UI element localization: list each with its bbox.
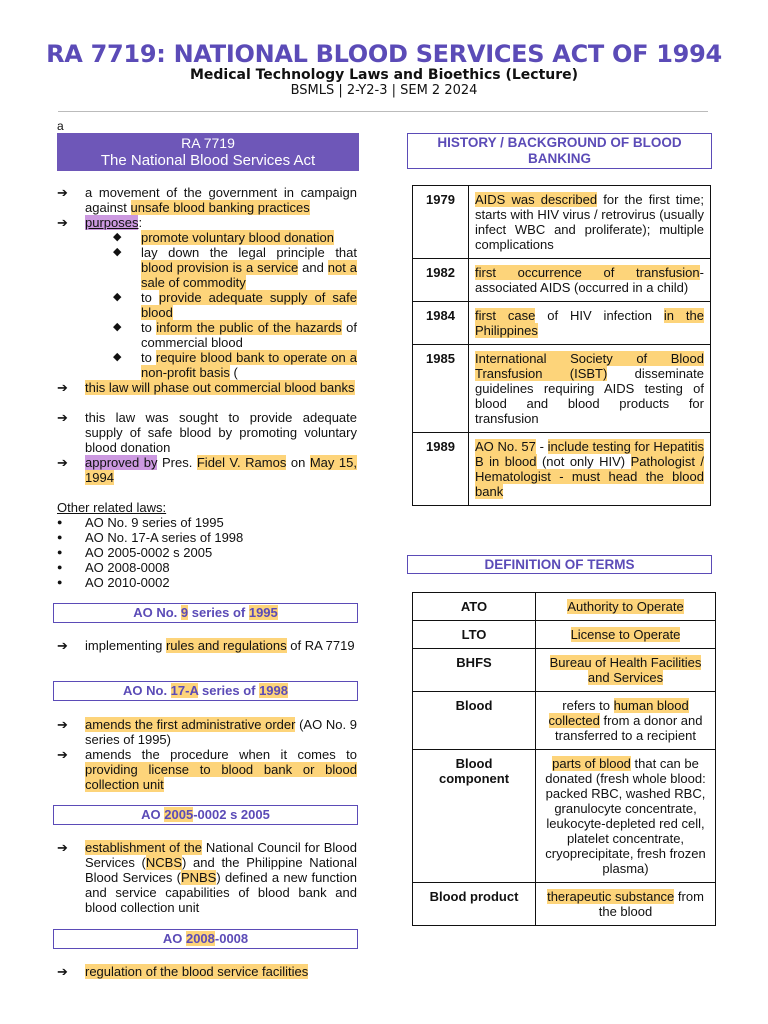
highlight: 1995: [248, 605, 278, 620]
list-item-text: AO 2005-0002 s 2005: [85, 545, 213, 560]
highlight: promote voluntary blood donation: [141, 230, 334, 245]
description-text: disseminate guidelines requiring AIDS testing of blood and blood products for transfusion: [475, 366, 704, 426]
bullet-icon: ●: [57, 547, 63, 557]
heading-text: AO: [141, 807, 165, 822]
banner-line-1: RA 7719: [181, 135, 235, 151]
highlight: 2008: [185, 931, 215, 946]
arrow-icon: ➔: [57, 840, 68, 855]
history-description: [469, 186, 711, 259]
arrow-icon: ➔: [57, 747, 68, 762]
definition-meaning: [536, 649, 716, 692]
definition-term: BHFS: [413, 649, 536, 692]
description-text: -: [535, 439, 548, 454]
list-item: [57, 840, 357, 915]
history-table: [412, 185, 711, 506]
heading-text: -0002 s 2005: [193, 807, 270, 822]
highlight: amends the first administrative order: [85, 717, 296, 732]
highlight: first case: [475, 308, 536, 323]
highlight: purposes: [85, 215, 139, 230]
sub-item: [113, 290, 357, 320]
arrow-icon: ➔: [57, 185, 68, 200]
arrow-icon: ➔: [57, 717, 68, 732]
description-text: for the first time; starts with HIV virus / retrovirus (usually infect WBC and proliferate); multiple complications: [475, 192, 704, 252]
highlight: first occurrence of transfusion: [475, 265, 700, 280]
list-item: [57, 215, 357, 230]
list-item: [57, 638, 357, 653]
highlight: 9: [180, 605, 189, 620]
highlight: rules and regulations: [165, 638, 287, 653]
arrow-icon: ➔: [57, 215, 68, 230]
sub-item: [113, 245, 357, 290]
list-item: [57, 560, 357, 575]
table-row: [413, 345, 711, 433]
ao9-heading: [53, 603, 358, 623]
highlight: blood provision is a service: [141, 260, 299, 275]
arrow-icon: ➔: [57, 638, 68, 653]
highlight: 17-A: [170, 683, 199, 698]
history-description: [469, 302, 711, 345]
history-description: [469, 433, 711, 506]
bullet-icon: ●: [57, 577, 63, 587]
heading-text: AO No.: [133, 605, 181, 620]
highlight: parts of blood: [552, 756, 631, 771]
item-text: :: [138, 215, 143, 230]
definition-meaning: [536, 593, 716, 621]
header-divider: [58, 111, 708, 112]
definition-term: Blood product: [413, 883, 536, 926]
history-year: 1989: [413, 433, 469, 506]
highlight: include testing for Hepatitis B in blood: [475, 439, 704, 469]
list-item-text: AO 2008-0008: [85, 560, 170, 575]
highlight: AIDS was described: [475, 192, 598, 207]
table-row: [413, 621, 716, 649]
page-title: RA 7719: NATIONAL BLOOD SERVICES ACT OF 1994: [46, 40, 722, 68]
list-item: [57, 545, 357, 560]
definition-text: that can be donated (fresh whole blood: packed RBC, washed RBC, granulocyte concentrate, leukocyte-depleted red cell, platelet concentrate, cryoprecipitate, fresh frozen plasma): [545, 756, 706, 876]
definition-term: Blood component: [413, 750, 536, 883]
heading-text: series of: [188, 605, 249, 620]
ra7719-banner: [57, 133, 359, 171]
heading-text: HISTORY / BACKGROUND OF BLOOD BANKING: [437, 135, 682, 166]
history-year: 1984: [413, 302, 469, 345]
highlight: AO No. 57: [475, 439, 536, 454]
list-item: [57, 530, 357, 545]
item-text: to: [141, 350, 156, 365]
list-item: [57, 380, 357, 395]
highlight: unsafe blood banking practices: [130, 200, 310, 215]
highlight: human blood collected: [548, 698, 689, 728]
highlight: require blood bank to operate on a non-profit basis: [141, 350, 357, 380]
highlight: Bureau of Health Facilities and Services: [549, 655, 702, 685]
history-description: [469, 345, 711, 433]
definition-text: from the blood: [598, 889, 704, 919]
highlight: establishment of the: [85, 840, 202, 855]
definition-meaning: [536, 621, 716, 649]
item-text: and: [298, 260, 328, 275]
highlight: providing license to blood bank or blood collection unit: [85, 762, 357, 792]
table-row: [413, 302, 711, 345]
list-item-text: AO No. 9 series of 1995: [85, 515, 224, 530]
item-text: a movement of the government in campaign against: [85, 185, 357, 215]
definition-term: LTO: [413, 621, 536, 649]
history-description: [469, 259, 711, 302]
diamond-bullet-icon: ◆: [113, 246, 122, 258]
item-text: implementing: [85, 638, 166, 653]
definition-text: from a donor and transferred to a recipient: [555, 713, 703, 743]
list-item: [57, 185, 357, 215]
highlight: inform the public of the hazards: [156, 320, 342, 335]
arrow-icon: ➔: [57, 380, 68, 395]
definition-meaning: [536, 750, 716, 883]
highlight: NCBS: [145, 855, 183, 870]
diamond-bullet-icon: ◆: [113, 321, 122, 333]
list-item: [57, 717, 357, 747]
sub-item: [113, 320, 357, 350]
history-year: 1982: [413, 259, 469, 302]
list-item: [57, 515, 357, 530]
list-item-text: AO 2010-0002: [85, 575, 170, 590]
highlight: 1998: [259, 683, 288, 698]
sub-item: [113, 350, 357, 380]
highlight: Pathologist / Hematologist - must head the blood bank: [475, 454, 704, 499]
history-year: 1985: [413, 345, 469, 433]
highlight: provide adequate supply of safe blood: [141, 290, 357, 320]
list-item: [57, 575, 357, 590]
definition-term: Blood: [413, 692, 536, 750]
highlight: International Society of Blood Transfusion (ISBT): [475, 351, 704, 381]
stray-text: a: [57, 119, 64, 133]
ao2008-heading: [53, 929, 358, 949]
highlight: not a sale of commodity: [141, 260, 357, 290]
bullet-icon: ●: [57, 532, 63, 542]
item-text: of RA 7719: [286, 638, 355, 653]
definition-meaning: [536, 883, 716, 926]
list-item-text: AO No. 17-A series of 1998: [85, 530, 244, 545]
diamond-bullet-icon: ◆: [113, 291, 122, 303]
list-item: [57, 410, 357, 455]
heading-text: DEFINITION OF TERMS: [484, 557, 635, 572]
highlight: therapeutic substance: [547, 889, 675, 904]
other-laws-list: [57, 515, 357, 590]
table-row: [413, 433, 711, 506]
table-row: [413, 649, 716, 692]
page-subtitle: Medical Technology Laws and Bioethics (Lecture): [189, 67, 579, 83]
heading-text: -0008: [214, 931, 249, 946]
description-text: -associated AIDS (occurred in a child): [475, 265, 704, 295]
list-item: [57, 964, 357, 979]
arrow-icon: ➔: [57, 410, 68, 425]
highlight: Fidel V. Ramos: [196, 455, 287, 470]
highlight: Authority to Operate: [567, 599, 684, 614]
highlight: May 15, 1994: [85, 455, 357, 485]
description-text: (not only HIV): [536, 454, 631, 469]
ao17a-list: [57, 717, 357, 797]
item-text: to: [141, 290, 159, 305]
item-text: amends the procedure when it comes to: [85, 747, 357, 762]
definition-text: refers to: [562, 698, 614, 713]
definition-term: ATO: [413, 593, 536, 621]
item-text: lay down the legal principle that: [141, 245, 357, 260]
table-row: [413, 186, 711, 259]
highlight: in the Philippines: [475, 308, 704, 338]
highlight: 2005: [164, 807, 194, 822]
diamond-bullet-icon: ◆: [113, 231, 122, 243]
item-text: ) defined a new function and service capabilities of blood bank and blood collection unit: [85, 870, 357, 915]
definitions-heading: [407, 555, 712, 574]
heading-text: AO No.: [123, 683, 171, 698]
highlight: License to Operate: [570, 627, 681, 642]
description-text: of HIV infection: [535, 308, 664, 323]
arrow-icon: ➔: [57, 964, 68, 979]
item-text: ) and the Philippine National Blood Services (: [85, 855, 357, 885]
other-laws: [57, 500, 357, 590]
item-text: National Council for Blood Services (: [85, 840, 357, 870]
ra7719-list: [57, 185, 357, 515]
bullet-icon: ●: [57, 517, 63, 527]
table-row: [413, 593, 716, 621]
table-row: [413, 259, 711, 302]
item-text: of commercial blood: [141, 320, 357, 350]
highlight: PNBS: [180, 870, 217, 885]
table-row: [413, 692, 716, 750]
highlight: regulation of the blood service facilities: [85, 964, 309, 979]
definitions-table: [412, 592, 716, 926]
course-meta: BSMLS | 2-Y2-3 | SEM 2 2024: [290, 83, 478, 98]
table-row: [413, 883, 716, 926]
table-row: [413, 750, 716, 883]
ao17a-heading: [53, 681, 358, 701]
item-text: this law was sought to provide adequate supply of safe blood by promoting voluntary blood donation: [85, 410, 357, 455]
heading-text: series of: [198, 683, 260, 698]
list-item: [57, 455, 357, 485]
item-text: Pres.: [157, 455, 197, 470]
other-laws-title: Other related laws:: [57, 500, 167, 515]
history-heading: [407, 133, 712, 169]
item-text: to: [141, 320, 157, 335]
item-text: (: [229, 365, 238, 380]
highlight: this law will phase out commercial blood banks: [85, 380, 355, 395]
ao2005-heading: [53, 805, 358, 825]
arrow-icon: ➔: [57, 455, 68, 470]
bullet-icon: ●: [57, 562, 63, 572]
definition-meaning: [536, 692, 716, 750]
item-text: on: [286, 455, 310, 470]
sub-item: [113, 230, 357, 245]
history-year: 1979: [413, 186, 469, 259]
heading-text: AO: [162, 931, 186, 946]
banner-line-2: The National Blood Services Act: [100, 152, 316, 169]
list-item: [57, 747, 357, 792]
diamond-bullet-icon: ◆: [113, 351, 122, 363]
item-text: (AO No. 9 series of 1995): [85, 717, 357, 747]
highlight: approved by: [85, 455, 158, 470]
